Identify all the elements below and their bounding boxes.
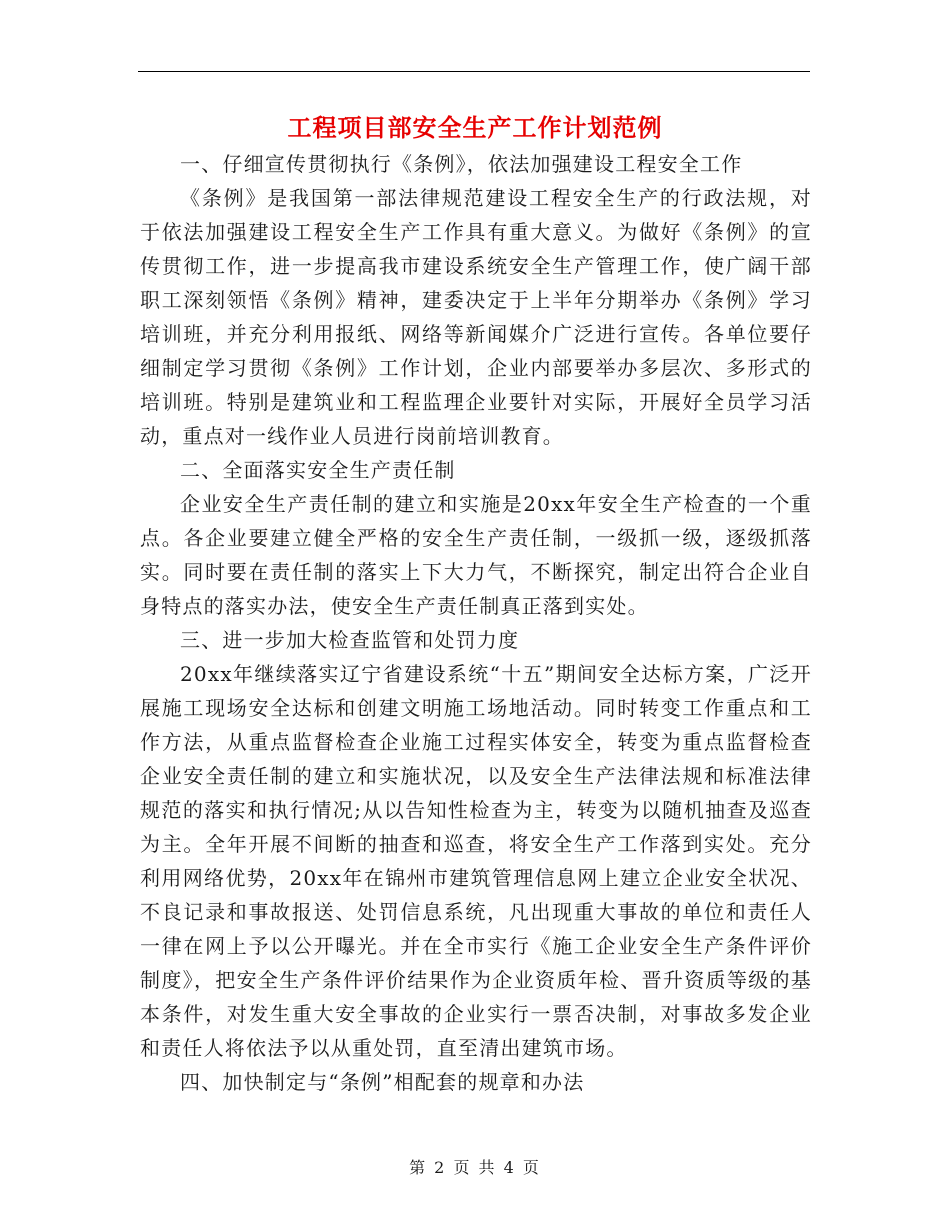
paragraph-3: 20xx年继续落实辽宁省建设系统“十五”期间安全达标方案，广泛开展施工现场安全达标和创建文明施工场地活动。同时转变工作重点和工作方法，从重点监督检查企业施工过程实体安全，转变为重点监督检查企业安全责任制的建立和实施状况，以及安全生产法律法规和标准法律规范的落实和执行情况;从以告知性检查为主，转变为以随机抽查及巡查为主。全年开展不间断的抽查和巡查，将安全生产工作落到实处。充分利用网络优势，20xx年在锦州市建筑管理信息网上建立企业安全状况、不良记录和事故报送、处罚信息系统，凡出现重大事故的单位和责任人一律在网上予以公开曝光。并在全市实行《施工企业安全生产条件评价制度》，把安全生产条件评价结果作为企业资质年检、晋升资质等级的基本条件，对发生重大安全事故的企业实行一票否决制，对事故多发企业和责任人将依法予以从重处罚，直至清出建筑市场。 — [140, 662, 812, 1060]
paragraph-2: 企业安全生产责任制的建立和实施是20xx年安全生产检查的一个重点。各企业要建立健全严格的安全生产责任制，一级抓一级，逐级抓落实。同时要在责任制的落实上下大力气，不断探究，制定出符合企业自身特点的落实办法，使安全生产责任制真正落到实处。 — [140, 492, 812, 618]
header-rule — [138, 71, 810, 72]
section-heading-4: 四、加快制定与“条例”相配套的规章和办法 — [180, 1070, 585, 1094]
section-heading-1: 一、仔细宣传贯彻执行《条例》，依法加强建设工程安全工作 — [180, 152, 743, 176]
page-number-footer: 第 2 页 共 4 页 — [409, 1158, 541, 1177]
document-body — [140, 147, 812, 1099]
section-heading-3: 三、进一步加大检查监管和处罚力度 — [180, 628, 520, 652]
paragraph-1: 《条例》是我国第一部法律规范建设工程安全生产的行政法规，对于依法加强建设工程安全生产工作具有重大意义。为做好《条例》的宣传贯彻工作，进一步提高我市建设系统安全生产管理工作，使广阔干部职工深刻领悟《条例》精神，建委决定于上半年分期举办《条例》学习培训班，并充分利用报纸、网络等新闻媒介广泛进行宣传。各单位要仔细制定学习贯彻《条例》工作计划，企业内部要举办多层次、多形式的培训班。特别是建筑业和工程监理企业要针对实际，开展好全员学习活动，重点对一线作业人员进行岗前培训教育。 — [140, 186, 812, 448]
section-heading-2: 二、全面落实安全生产责任制 — [180, 458, 456, 482]
document-title: 工程项目部安全生产工作计划范例 — [287, 113, 663, 142]
